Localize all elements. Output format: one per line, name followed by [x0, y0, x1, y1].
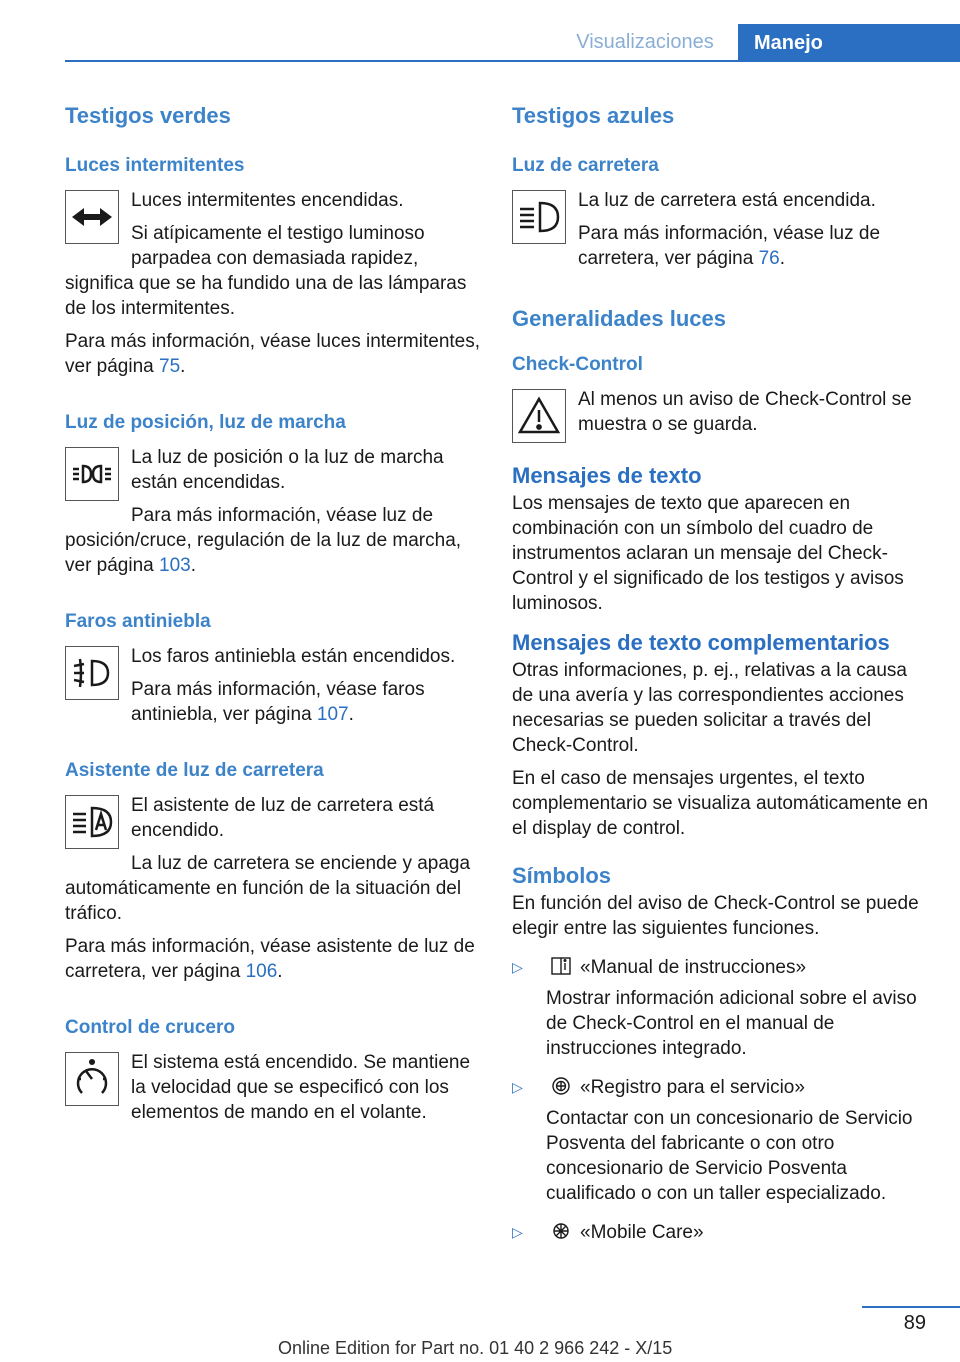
header-section-visualizaciones[interactable]: Visualizaciones — [576, 31, 714, 53]
page-link-107[interactable]: 107 — [316, 704, 349, 725]
left-column — [65, 100, 480, 1133]
warning-triangle-icon — [512, 389, 566, 443]
turn-signals-ref: Para más información, véase luces intermitentes, ver página 75. — [65, 331, 481, 377]
heading-fog-lights: Faros antiniebla — [65, 611, 211, 632]
symbol-list-item-manual — [512, 955, 930, 980]
fog-lights-item — [65, 644, 480, 735]
heading-turn-signals: Luces intermitentes — [65, 155, 245, 176]
cruise-control-text-1: El sistema está encendido. Se mantiene la velocidad que se especificó con los elementos de mando en el volante. — [131, 1052, 471, 1123]
turn-signals-text-2: Si atípicamente el testigo luminoso parpadea con demasiada rapidez, significa que se ha fundido una de las lámparas de los intermitentes. — [65, 223, 467, 319]
page-link-106[interactable]: 106 — [245, 961, 278, 982]
fog-lights-text-2: Para más información, véase faros antiniebla, ver página 107. — [131, 679, 425, 725]
page-link-76[interactable]: 76 — [758, 248, 780, 269]
symbol-service-label: «Registro para el servicio» — [580, 1077, 805, 1098]
high-beam-assistant-text-2: La luz de carretera se enciende y apaga automáticamente en función de la situación del tráfico. — [65, 853, 471, 924]
bullet-triangle-icon: ▷ — [512, 1079, 523, 1095]
page-number: 89 — [903, 1312, 926, 1334]
symbol-list-item-service — [512, 1075, 930, 1100]
heading-check-control: Check-Control — [512, 354, 643, 375]
cruise-control-item — [65, 1050, 480, 1133]
supplementary-messages-text-2: En el caso de mensajes urgentes, el texto complementario se visualiza automáticamente en el display de control. — [512, 768, 929, 839]
service-logo-icon — [546, 1075, 576, 1097]
symbol-manual-desc: Mostrar información adicional sobre el aviso de Check-Control en el manual de instrucciones integrado. — [546, 988, 917, 1059]
high-beam-assistant-ref: Para más información, véase asistente de luz de carretera, ver página 106. — [65, 936, 475, 982]
position-light-icon — [65, 447, 119, 501]
turn-signal-icon — [65, 190, 119, 244]
page-link-103[interactable]: 103 — [159, 555, 191, 576]
section-title-general-lights: Generalidades luces — [512, 306, 726, 331]
heading-cruise-control: Control de crucero — [65, 1017, 235, 1038]
turn-signals-item — [65, 188, 480, 329]
bullet-triangle-icon: ▷ — [512, 1224, 523, 1240]
heading-symbols: Símbolos — [512, 863, 612, 888]
heading-position-lights: Luz de posición, luz de marcha — [65, 412, 346, 433]
page-link-75[interactable]: 75 — [159, 356, 181, 377]
position-lights-item — [65, 445, 480, 586]
section-title-blue-lights: Testigos azules — [512, 103, 675, 128]
position-lights-text-2: Para más información, véase luz de posición/cruce, regulación de la luz de marcha, ver página 103. — [65, 505, 462, 576]
high-beam-text-1: La luz de carretera está encendida. — [578, 190, 876, 211]
turn-signals-text-1: Luces intermitentes encendidas. — [131, 190, 404, 211]
right-column — [512, 100, 930, 1251]
symbol-service-desc: Contactar con un concesionario de Servicio Posventa del fabricante o con otro concesionario de Servicio Posventa cualificado o con un taller especializado. — [546, 1108, 913, 1204]
heading-supplementary-messages: Mensajes de texto complementarios — [512, 630, 890, 655]
high-beam-item — [512, 188, 930, 279]
high-beam-assistant-item — [65, 793, 480, 934]
high-beam-assistant-icon — [65, 795, 119, 849]
check-control-text-1: Al menos un aviso de Check-Control se muestra o se guarda. — [578, 389, 912, 435]
manual-book-icon — [546, 955, 576, 977]
symbol-mobile-care-label: «Mobile Care» — [580, 1222, 704, 1243]
high-beam-text-2: Para más información, véase luz de carretera, ver página 76. — [578, 223, 881, 269]
symbols-intro: En función del aviso de Check-Control se puede elegir entre las siguientes funciones. — [512, 893, 919, 939]
header-section-manejo[interactable]: Manejo — [738, 24, 960, 62]
heading-high-beam-assistant: Asistente de luz de carretera — [65, 760, 324, 781]
check-control-item — [512, 387, 930, 447]
header-divider — [65, 60, 960, 62]
high-beam-assistant-text-1: El asistente de luz de carretera está encendido. — [131, 795, 435, 841]
high-beam-icon — [512, 190, 566, 244]
fog-lights-text-1: Los faros antiniebla están encendidos. — [131, 646, 456, 667]
fog-light-icon — [65, 646, 119, 700]
mobile-care-icon — [546, 1220, 576, 1242]
cruise-control-icon — [65, 1052, 119, 1106]
symbol-list-item-mobile-care — [512, 1220, 930, 1245]
footer-divider — [862, 1306, 960, 1308]
position-lights-text-1: La luz de posición o la luz de marcha están encendidas. — [131, 447, 444, 493]
section-title-green-lights: Testigos verdes — [65, 103, 231, 128]
heading-high-beam: Luz de carretera — [512, 155, 659, 176]
bullet-triangle-icon: ▷ — [512, 959, 523, 975]
text-messages-text: Los mensajes de texto que aparecen en combinación con un símbolo del cuadro de instrumentos aclaran un mensaje del Check-Control y el significado de los testigos y avisos luminosos. — [512, 493, 904, 614]
heading-text-messages: Mensajes de texto — [512, 463, 702, 488]
supplementary-messages-text-1: Otras informaciones, p. ej., relativas a la causa de una avería y las correspondientes acciones necesarias se pueden solicitar a través del Check-Control. — [512, 660, 907, 756]
edition-footer: Online Edition for Part no. 01 40 2 966 242 - X/15 — [278, 1338, 673, 1358]
symbol-manual-label: «Manual de instrucciones» — [580, 957, 807, 978]
